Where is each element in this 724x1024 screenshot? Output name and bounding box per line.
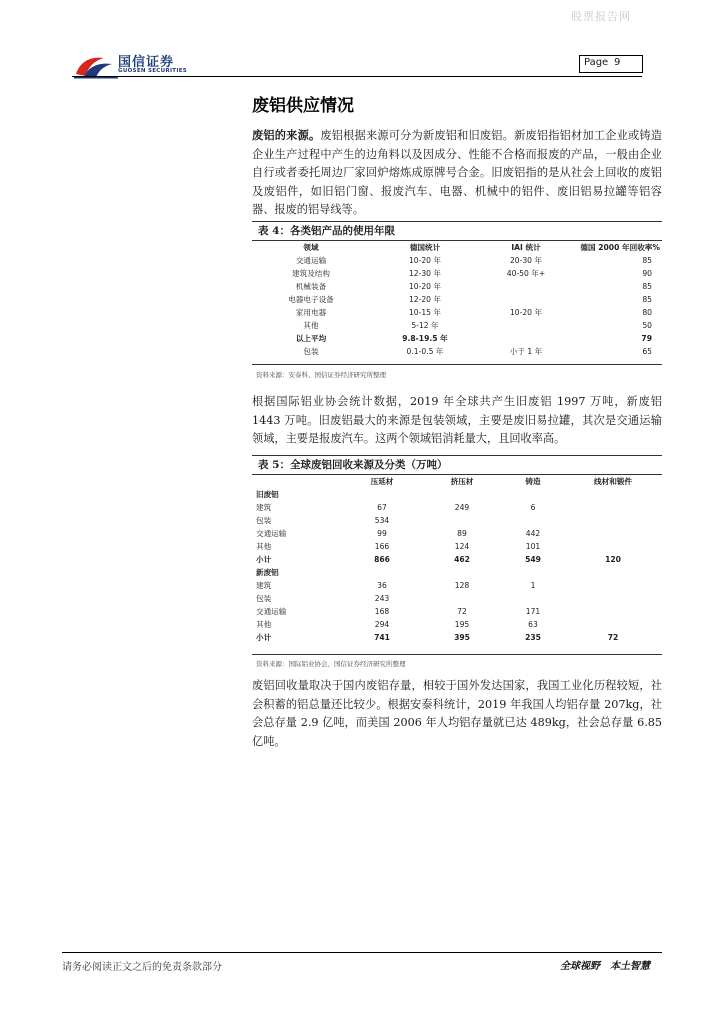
table-cell: 交通运输	[295, 256, 327, 265]
table-cell: 85	[642, 295, 652, 304]
table-cell: 交通运输	[256, 529, 287, 538]
table-header-cell: IAI 统计	[511, 243, 541, 252]
paragraph-iai-statistics: 根据国际铝业协会统计数据，2019 年全球共产生旧废铝 1997 万吨，新废铝 1443 万吨。旧废铝最大的来源是包装领域，主要是废旧易拉罐，其次是交通运输领域，主要是报废汽车。这两个领域铝消耗量大，且回收率高。	[252, 395, 662, 446]
table-cell	[564, 592, 662, 605]
table-cell: 171	[525, 607, 541, 616]
table5-source: 资料来源：国际铝业协会、国信证券经济研究所整理	[256, 660, 406, 668]
table-cell: 124	[454, 542, 470, 551]
table-cell: 新废铝	[256, 568, 279, 577]
table-row	[252, 553, 662, 566]
table-cell	[480, 293, 572, 306]
table-cell: 168	[374, 607, 390, 616]
table-header-cell: 铸造	[525, 477, 541, 486]
table-header-cell: 德国统计	[409, 243, 441, 252]
table-cell	[480, 319, 572, 332]
table-cell: 294	[374, 620, 390, 629]
page-indicator	[579, 55, 643, 73]
table-header-cell: 压延材	[370, 477, 394, 486]
table-cell: 小计	[256, 633, 272, 642]
table-row	[252, 267, 662, 280]
table-cell: 10-15 年	[408, 308, 442, 317]
table-row	[252, 306, 662, 319]
table-cell: 63	[528, 620, 538, 629]
table-row	[252, 540, 662, 553]
table-cell	[422, 514, 502, 527]
table-cell: 建筑及结构	[292, 269, 330, 278]
table-cell: 462	[454, 555, 470, 564]
table-cell: 534	[374, 516, 390, 525]
table-header-cell: 领域	[303, 243, 319, 252]
table-cell: 10-20 年	[408, 282, 442, 291]
table-cell: 549	[525, 555, 541, 564]
table-header-cell	[252, 475, 342, 488]
table-cell: 40-50 年+	[506, 269, 546, 278]
table-row	[252, 592, 662, 605]
table-cell	[480, 280, 572, 293]
table5-caption-text: 表 5：全球废铝回收来源及分类（万吨）	[258, 459, 448, 471]
table4-bottom-rule	[252, 364, 662, 365]
table-cell: 90	[642, 269, 652, 278]
paragraph-aluminum-sources	[252, 126, 662, 220]
table-cell: 交通运输	[256, 607, 287, 616]
table4-source: 资料来源：安泰科、国信证券经济研究所整理	[256, 371, 386, 379]
table-cell: 5-12 年	[411, 321, 439, 330]
table5-scrap-sources	[252, 475, 662, 644]
section-title: 废铝供应情况	[252, 96, 354, 116]
table-cell: 741	[374, 633, 390, 642]
table-cell	[564, 540, 662, 553]
table-cell: 12-30 年	[408, 269, 442, 278]
watermark: 股票报告网	[571, 10, 631, 23]
table-cell: 72	[607, 633, 619, 642]
table-header-cell: 挤压材	[450, 477, 474, 486]
table-row	[252, 488, 662, 501]
table-cell: 0.1-0.5 年	[406, 347, 444, 356]
table-cell	[564, 501, 662, 514]
table-cell: 20-30 年	[509, 256, 543, 265]
table-cell: 12-20 年	[408, 295, 442, 304]
table-cell: 99	[377, 529, 387, 538]
table-cell: 建筑	[256, 581, 272, 590]
table-cell	[422, 592, 502, 605]
table-cell: 89	[457, 529, 467, 538]
footer-divider	[62, 952, 662, 953]
table-cell: 72	[457, 607, 467, 616]
table-row	[252, 254, 662, 267]
table-cell	[564, 488, 662, 501]
table-row	[252, 631, 662, 644]
table-row	[252, 566, 662, 579]
table4-service-life	[252, 241, 662, 358]
table-row	[252, 332, 662, 345]
table-cell: 旧废铝	[256, 490, 279, 499]
table-cell	[342, 488, 422, 501]
table4-caption-text: 表 4：各类铝产品的使用年限	[258, 225, 395, 237]
paragraph-lead: 废铝的来源。	[252, 128, 321, 142]
table-cell: 包装	[256, 594, 272, 603]
table-cell: 包装	[303, 347, 319, 356]
table-cell	[502, 592, 564, 605]
table-header-cell: 德国 2000 年回收率%	[580, 243, 660, 252]
table4-caption	[252, 221, 662, 241]
paragraph-body: 废铝根据来源可分为新废铝和旧废铝。新废铝指铝材加工企业或铸造企业生产过程中产生的边角料以及因成分、性能不合格而报废的产品，一般由企业自行或者委托周边厂家回炉熔炼成原牌号合金。旧废铝指的是从社会上回收的废铝及废铝件，如旧铝门窗、报废汽车、电器、机械中的铝件、废旧铝易拉罐等铝容器、报废的铝导线等。	[252, 129, 662, 217]
table5-bottom-rule	[252, 654, 662, 655]
table-cell	[480, 332, 572, 345]
table-cell: 1	[530, 581, 536, 590]
table-cell: 120	[605, 555, 621, 564]
table-cell: 166	[374, 542, 390, 551]
table-cell: 机械装备	[295, 282, 327, 291]
table-cell: 6	[530, 503, 536, 512]
table-cell: 79	[641, 334, 652, 343]
table-cell: 195	[454, 620, 470, 629]
table-cell: 包装	[256, 516, 272, 525]
table-cell	[564, 605, 662, 618]
table-header-row	[252, 475, 662, 488]
table-cell: 电器电子设备	[288, 295, 334, 304]
table-cell: 其他	[256, 620, 272, 629]
page-label: Page	[584, 57, 609, 68]
table-cell: 10-20 年	[408, 256, 442, 265]
table-row	[252, 514, 662, 527]
page-number: 9	[614, 57, 621, 68]
table-cell: 50	[642, 321, 652, 330]
table-cell: 442	[525, 529, 541, 538]
table-cell: 其他	[303, 321, 319, 330]
table-row	[252, 579, 662, 592]
table-cell: 10-20 年	[509, 308, 543, 317]
table-cell: 866	[374, 555, 390, 564]
footer-disclaimer: 请务必阅读正文之后的免责条款部分	[62, 962, 222, 973]
table-cell: 36	[377, 581, 387, 590]
table-row	[252, 293, 662, 306]
table-cell: 101	[525, 542, 541, 551]
table-cell	[564, 566, 662, 579]
table-cell	[502, 488, 564, 501]
table-cell: 建筑	[256, 503, 272, 512]
table-cell: 235	[525, 633, 541, 642]
table-row	[252, 605, 662, 618]
table-cell	[342, 566, 422, 579]
table-row	[252, 319, 662, 332]
table-cell: 80	[642, 308, 652, 317]
table-cell: 395	[454, 633, 470, 642]
table-cell	[564, 618, 662, 631]
logo-text-en: GUOSEN SECURITIES	[118, 68, 188, 74]
table-cell	[502, 514, 564, 527]
table-cell	[422, 566, 502, 579]
table-cell	[564, 514, 662, 527]
logo-text-cn: 国信证券	[118, 55, 175, 70]
footer-slogan: 全球视野 本土智慧	[560, 961, 650, 972]
table-cell: 85	[642, 256, 652, 265]
table-cell: 67	[377, 503, 387, 512]
table-cell: 其他	[256, 542, 272, 551]
table-cell: 65	[642, 347, 652, 356]
table-cell: 85	[642, 282, 652, 291]
table-cell: 以上平均	[295, 334, 327, 343]
table-cell	[502, 566, 564, 579]
table-cell: 9.8-19.5 年	[402, 334, 448, 343]
table-cell: 128	[454, 581, 470, 590]
table-row	[252, 280, 662, 293]
table-cell	[564, 527, 662, 540]
table-cell	[564, 579, 662, 592]
table-row	[252, 501, 662, 514]
table-cell: 小于 1 年	[509, 347, 543, 356]
table-cell: 小计	[256, 555, 272, 564]
table-header-row	[252, 241, 662, 254]
table-cell	[422, 488, 502, 501]
table-header-cell: 线材和锻件	[594, 477, 632, 486]
table5-caption	[252, 455, 662, 475]
table-cell: 家用电器	[295, 308, 327, 317]
table-row	[252, 527, 662, 540]
header-divider	[72, 76, 642, 77]
table-row	[252, 618, 662, 631]
table-cell: 243	[374, 594, 390, 603]
table-row	[252, 345, 662, 358]
table-cell: 249	[454, 503, 470, 512]
paragraph-domestic-stock: 废铝回收量取决于国内废铝存量，相较于国外发达国家，我国工业化历程较短，社会积蓄的铝总量还比较少。根据安泰科统计，2019 年我国人均铝存量 207kg，社会总存量 2.9 亿吨，而美国 2006 年人均铝存量就已达 489kg，社会总存量 6.85 亿吨。	[252, 679, 662, 748]
